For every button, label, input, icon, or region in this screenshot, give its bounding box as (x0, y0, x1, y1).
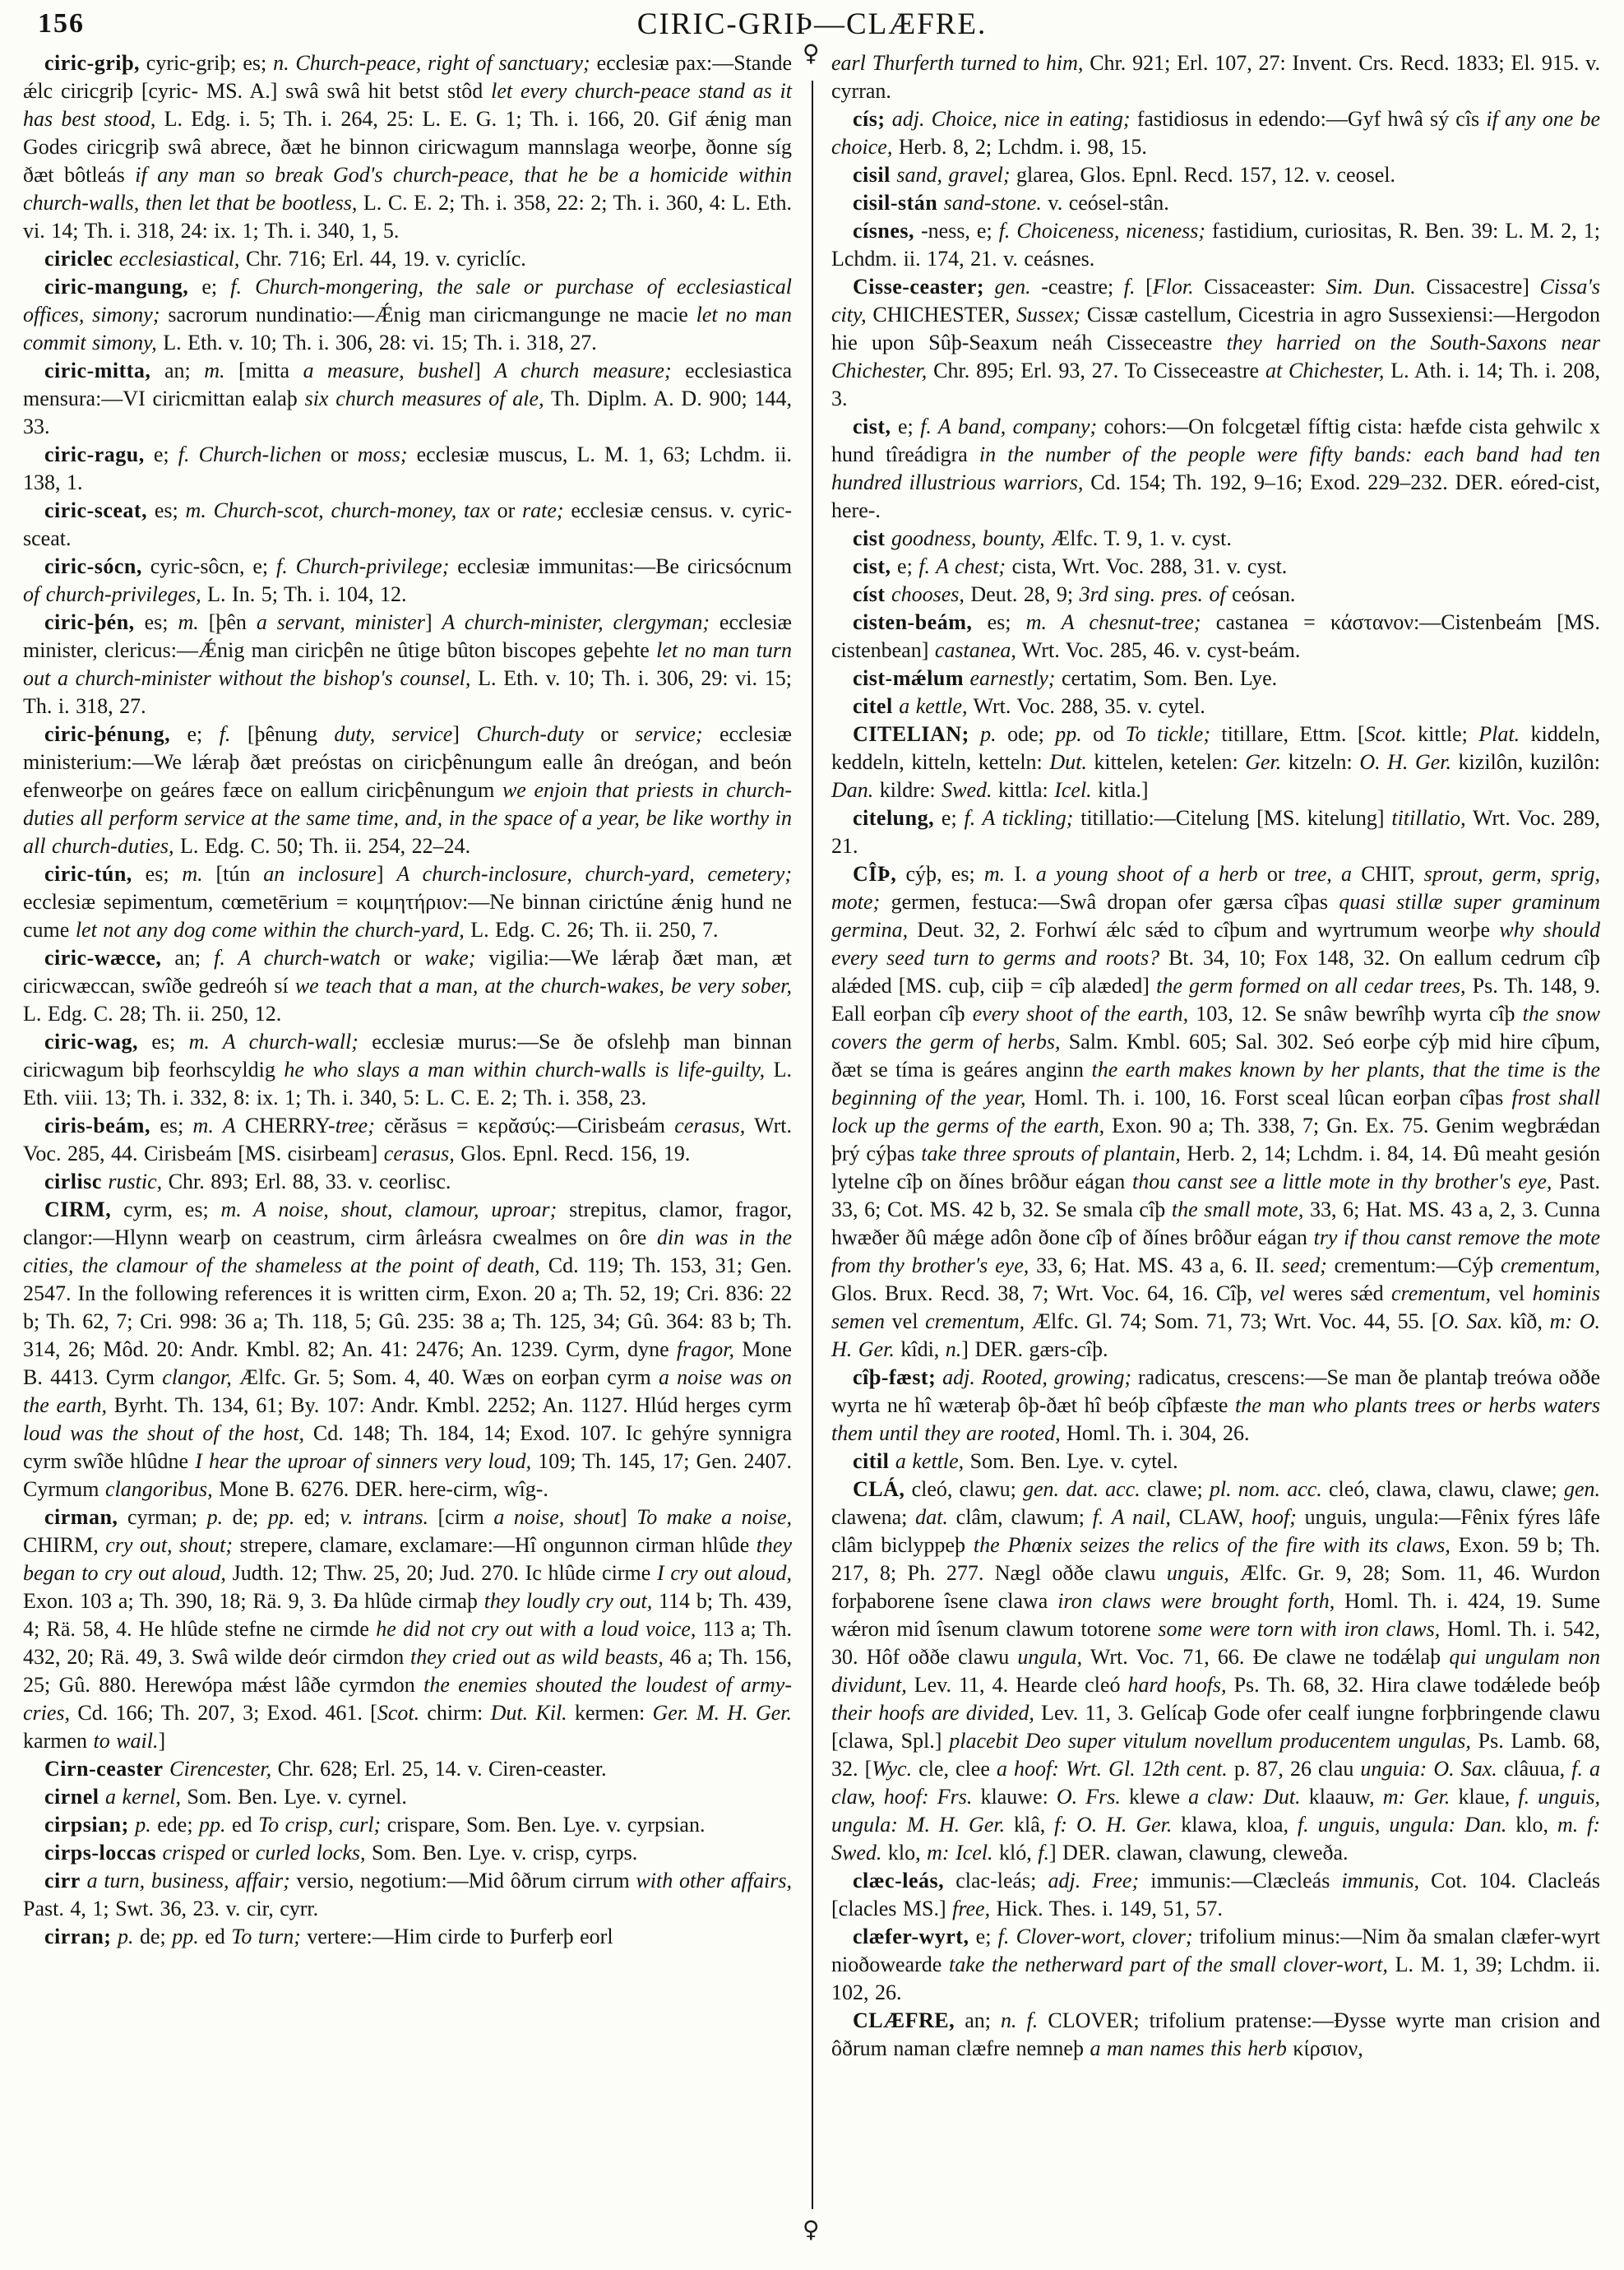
italic-gloss: v. intrans. (340, 1505, 428, 1529)
dictionary-entry: CÎÞ, cýþ, es; m. I. a young shoot of a herb or tree, a CHIT, sprout, germ, sprig, mote; germen, festuca:—Swâ dropan ofer gærsa cîþas quasi stillæ super graminum germina, Deut. 32, 2. Forhwí ǽlc sǽd to cîþum and wyrtrumum weorþe why should every seed turn to germs and roots? Bt. 34, 10; Fox 148, 32. On eallum cedrum cîþ alǽded [MS. cuþ, ciiþ = cîþ alæded] the germ formed on all cedar trees, Ps. Th. 148, 9. Eall eorþan cîþ every shoot of the earth, 103, 12. Se snâw bewrîhþ wyrta cîþ the snow covers the germ of herbs, Salm. Kmbl. 605; Sal. 302. Seó eorþe cýþ mid hire cîþum, ðæt se tíma is geáres anginn the earth makes known by her plants, that the time is the beginning of the year, Homl. Th. i. 100, 16. Forst sceal lûcan eorþan cîþas frost shall lock up the germs of the earth, Exon. 90 a; Th. 338, 7; Gn. Ex. 75. Genim wegbrǽdan þrý cýþas take three sprouts of plantain, Herb. 2, 14; Lchdm. i. 84, 14. Ðû meaht gesión lytelne cîþ on ðínes brôður eágan thou canst see a little mote in thy brother's eye, Past. 33, 6; Cot. MS. 42 b, 32. Se smala cîþ the small mote, 33, 6; Hat. MS. 43 a, 2, 3. Cunna hwæðer ðû mǽge adôn ðone cîþ of ðínes brôður eágan try if thou canst remove the mote from thy brother's eye, 33, 6; Hat. MS. 43 a, 6. II. seed; crementum:—Cýþ crementum, Glos. Brux. Recd. 38, 7; Wrt. Voc. 64, 16. Cîþ, vel weres sǽd crementum, vel hominis semen vel crementum, Ælfc. Gl. 74; Som. 71, 73; Wrt. Voc. 44, 55. [O. Sax. kîð, m: O. H. Ger. kîdi, n.] DER. gærs-cîþ. (831, 862, 1601, 1361)
italic-gloss: take three sprouts of plantain, (921, 1142, 1181, 1165)
italic-gloss: Cissa's city, (831, 275, 1600, 327)
dictionary-entry: ciric-mangung, e; f. Church-mongering, the sale or purchase of ecclesiastical offices, simony; sacrorum nundinatio:—Ǽnig man ciricmangunge ne macie let no man commit simony, L. Eth. v. 10; Th. i. 306, 28: vi. 15; Th. i. 318, 27. (23, 275, 793, 354)
italic-gloss: f. Church-mongering, the sale or purchase of ecclesiastical offices, simony; (23, 275, 793, 327)
italic-gloss: f. (1123, 275, 1136, 299)
italic-gloss: Cirencester, (169, 1757, 272, 1781)
italic-gloss: quasi stillæ super graminum germina, (831, 890, 1601, 942)
italic-gloss: fragor, (676, 1337, 734, 1361)
headword: cîþ-fæst; (853, 1365, 937, 1389)
italic-gloss: m. A church-wall; (188, 1030, 359, 1054)
italic-gloss: crementum, (1391, 1281, 1492, 1305)
italic-gloss: earnestly; (969, 666, 1056, 690)
headword: cirlisc (44, 1170, 102, 1193)
dictionary-entry: cirran; p. de; pp. ed To turn; vertere:—Him cirde to Þurferþ eorl (44, 1925, 613, 1948)
italic-gloss: cerasus, (674, 1114, 746, 1137)
dictionary-entry: cist-mǽlum earnestly; certatim, Som. Ben. Lye. (853, 666, 1278, 690)
dictionary-entry: cîþ-fæst; adj. Rooted, growing; radicatus, crescens:—Se man ðe plantaþ treówa oððe wyrta ne hî wæteraþ ôþ-ðæt hî beóþ cîþfæste the man who plants trees or herbs waters them until they are rooted, Homl. Th. i. 304, 26. (831, 1365, 1600, 1445)
italic-gloss: some were torn with iron claws, (1158, 1617, 1441, 1641)
italic-gloss: m. (178, 610, 199, 634)
italic-gloss: f. Church-privilege; (276, 554, 450, 578)
dictionary-entry: ciric-griþ, cyric-griþ; es; n. Church-peace, right of sanctuary; ecclesiæ pax:—Stande ǽlc ciricgriþ [cyric- MS. A.] swâ swâ hit betst stôd let every church-peace stand as it has best stood, L. Edg. i. 5; Th. i. 264, 25: L. E. G. 1; Th. i. 166, 20. Gif ǽnig man Godes ciricgriþ swâ abrece, ðæt he binnon ciricwagum mannslaga weorþe, ðonne síg ðæt bôtleás if any man so break God's church-peace, that he be a homicide within church-walls, then let that be bootless, L. C. E. 2; Th. i. 358, 22: 2; Th. i. 360, 4: L. Eth. vi. 14; Th. i. 318, 24: ix. 1; Th. i. 340, 1, 5. (23, 51, 793, 243)
italic-gloss: A church measure; (494, 359, 672, 382)
italic-gloss: they began to cry out aloud, (23, 1533, 792, 1585)
italic-gloss: f. A tickling; (964, 806, 1074, 830)
dictionary-entry: citelung, e; f. A tickling; titillatio:—Citelung [MS. kitelung] titillatio, Wrt. Voc. 289, 21. (831, 806, 1601, 858)
italic-gloss: their hoofs are divided, (831, 1701, 1034, 1725)
italic-gloss: a man names this herb (1090, 2036, 1287, 2060)
italic-gloss: curled locks, (255, 1841, 366, 1865)
headword: ciric-sceat, (44, 498, 148, 522)
headword: Cirn-ceaster (44, 1757, 164, 1781)
italic-gloss: I cry out aloud, (656, 1561, 792, 1585)
headword: císt (853, 582, 886, 606)
right-column (831, 49, 1600, 2063)
dictionary-entry: cirman, cyrman; p. de; pp. ed; v. intrans. [cirm a noise, shout] To make a noise, CHIRM, cry out, shout; strepere, clamare, exclamare:—Hî ongunnon cirman hlûde they began to cry out aloud, Judth. 12; Thw. 25, 20; Jud. 270. Ic hlûde cirme I cry out aloud, Exon. 103 a; Th. 390, 18; Rä. 9, 3. Ða hlûde cirmaþ they loudly cry out, 114 b; Th. 439, 4; Rä. 58, 4. He hlûde stefne ne cirmde he did not cry out with a loud voice, 113 a; Th. 432, 20; Rä. 49, 3. Swâ wilde deór cirmdon they cried out as wild beasts, 46 a; Th. 156, 25; Gû. 880. Herewópa mǽst lâðe cyrmdon the enemies shouted the loudest of army-cries, Cd. 166; Th. 207, 3; Exod. 461. [Scot. chirm: Dut. Kil. kermen: Ger. M. H. Ger. karmen to wail.] (23, 1505, 793, 1753)
italic-gloss: m: (1549, 1309, 1573, 1333)
italic-gloss: the small mote, (1171, 1198, 1304, 1221)
italic-gloss: he did not cry out with a loud voice, (376, 1617, 696, 1641)
italic-gloss: Church-duty (476, 722, 584, 746)
dictionary-entry: Cisse-ceaster; gen. -ceastre; f. [Flor. Cissaceaster: Sim. Dun. Cissacestre] Cissa's city, CHICHESTER, Sussex; Cissæ castellum, Cicestria in agro Sussexiensi:—Hergodon hie upon Sûþ-Seaxum neáh Cisseceastre they harried on the South-Saxons near Chichester, Chr. 895; Erl. 93, 27. To Cisseceastre at Chichester, L. Ath. i. 14; Th. i. 208, 3. (831, 275, 1601, 410)
headword: ciric-wag, (44, 1030, 139, 1054)
italic-gloss: pp. (172, 1925, 199, 1948)
headword: CLÆFRE, (853, 2008, 955, 2032)
italic-gloss: Ger. (1413, 1785, 1450, 1809)
dictionary-entry: ciric-þén, es; m. [þên a servant, minister] A church-minister, clergyman; ecclesiæ minister, clericus:—Ǽnig man ciricþên ne ûtige bûton biscopes geþehte let no man turn out a church-minister without the bishop's counsel, L. Eth. v. 10; Th. i. 306, 29: vi. 15; Th. i. 318, 27. (23, 610, 793, 718)
italic-gloss: O. H. Ger. (1359, 750, 1452, 774)
italic-gloss: a hoof: (996, 1757, 1059, 1781)
italic-gloss: the man who plants trees or herbs waters them until they are rooted, (831, 1393, 1600, 1445)
dictionary-entry: ciric-sócn, cyric-sôcn, e; f. Church-privilege; ecclesiæ immunitas:—Be ciricsócnum of church-privileges, L. In. 5; Th. i. 104, 12. (23, 554, 793, 606)
italic-gloss: f. (219, 722, 231, 746)
italic-gloss: gen. (1563, 1477, 1600, 1501)
dictionary-entry: Cirn-ceaster Cirencester, Chr. 628; Erl. 25, 14. v. Ciren-ceaster. (44, 1757, 607, 1781)
italic-gloss: crementum, (1500, 1253, 1600, 1277)
italic-gloss: a turn, business, affair; (86, 1869, 290, 1892)
italic-gloss: Dan. (831, 778, 874, 802)
italic-gloss: tree, a (1293, 862, 1352, 886)
italic-gloss: he who slays a man within church-walls is life-guilty, (284, 1058, 766, 1082)
italic-gloss: we teach that a man, at the church-wakes, be very sober, (294, 974, 792, 998)
dictionary-entry: cís; adj. Choice, nice in eating; fastidiosus in edendo:—Gyf hwâ sý cîs if any one be choice, Herb. 8, 2; Lchdm. i. 98, 15. (831, 107, 1600, 159)
headword: CITELIAN; (853, 722, 969, 746)
italic-gloss: why should every seed turn to germs and roots? (831, 918, 1600, 970)
italic-gloss: tree; (335, 1114, 375, 1137)
italic-gloss: to wail. (93, 1729, 159, 1753)
italic-gloss: rate; (522, 498, 564, 522)
headword: ciric-ragu, (44, 442, 145, 466)
printers-ornament-top-icon: ♀ (803, 39, 820, 67)
italic-gloss: I hear the uproar of sinners very loud, (195, 1449, 532, 1473)
headword: Cisse-ceaster; (853, 275, 985, 299)
italic-gloss: f. Clover-wort, clover; (997, 1925, 1193, 1948)
italic-gloss: of church-privileges, (23, 582, 201, 606)
italic-gloss: castanea, (934, 638, 1016, 662)
italic-gloss: vel (1260, 1281, 1285, 1305)
italic-gloss: f. A church-watch (214, 946, 381, 970)
italic-gloss: p. (206, 1505, 224, 1529)
headword: cirps-loccas (44, 1841, 156, 1865)
italic-gloss: To crisp, curl; (258, 1813, 382, 1837)
italic-gloss: crementum, (925, 1309, 1025, 1333)
italic-gloss: earl Thurferth turned to him, (831, 51, 1084, 75)
italic-gloss: n. f. (1001, 2008, 1039, 2032)
italic-gloss: adj. Free; (1048, 1869, 1140, 1892)
headword: cirnel (44, 1785, 99, 1809)
italic-gloss: O. Frs. (1056, 1785, 1121, 1809)
italic-gloss: O. H. Ger. (1076, 1813, 1173, 1837)
italic-gloss: gen. dat. acc. (1023, 1477, 1141, 1501)
dictionary-entry: cisten-beám, es; m. A chesnut-tree; castanea = κάστανον:—Cistenbeám [MS. cistenbean] castanea, Wrt. Voc. 285, 46. v. cyst-beám. (831, 610, 1600, 662)
italic-gloss: f. unguis, ungula: (831, 1785, 1601, 1837)
italic-gloss: Swed. (942, 778, 992, 802)
headword: clæfer-wyrt, (853, 1925, 969, 1948)
italic-gloss: every shoot of the earth, (972, 1002, 1189, 1026)
italic-gloss: f. A chest; (918, 554, 1006, 578)
printers-ornament-bottom-icon: ♀ (803, 2216, 820, 2243)
headword: ciris-beám, (44, 1114, 150, 1137)
italic-gloss: f. unguis, ungula: (1297, 1813, 1456, 1837)
italic-gloss: m. A noise, shout, clamour, uproar; (220, 1198, 558, 1221)
italic-gloss: a kernel, (105, 1785, 181, 1809)
italic-gloss: goodness, bounty, (891, 526, 1045, 550)
italic-gloss: the earth makes known by her plants, that the time is the beginning of the year, (831, 1058, 1600, 1110)
italic-gloss: p. (980, 722, 997, 746)
italic-gloss: a kettle, (895, 1449, 965, 1473)
italic-gloss: p. (135, 1813, 151, 1837)
italic-gloss: the snow covers the germ of herbs, (831, 1002, 1600, 1054)
headword: citel (853, 694, 893, 718)
headword: cirpsian; (44, 1813, 129, 1837)
dictionary-entry: CIRM, cyrm, es; m. A noise, shout, clamour, uproar; strepitus, clamor, fragor, clangor:—Hlynn wearþ on ceastrum, cirm ârleásra cwealmes on ôre din was in the cities, the clamour of the shameless at the point of death, Cd. 119; Th. 153, 31; Gen. 2547. In the following references it is written cirm, Exon. 20 a; Th. 52, 19; Cri. 836: 22 b; Th. 62, 7; Cri. 998: 36 a; Th. 118, 5; Gû. 235: 38 a; Th. 125, 34; Gû. 364: 83 b; Th. 314, 26; Môd. 20: Andr. Kmbl. 82; An. 41: 2476; An. 1239. Cyrm, dyne fragor, Mone B. 4413. Cyrm clangor, Ælfc. Gr. 5; Som. 4, 40. Wæs on eorþan cyrm a noise was on the earth, Byrht. Th. 134, 61; By. 107: Andr. Kmbl. 2252; An. 1127. Hlúd herges cyrm loud was the shout of the host, Cd. 148; Th. 184, 14; Exod. 107. Ic gehýre synnigra cyrm swîðe hlûdne I hear the uproar of sinners very loud, 109; Th. 145, 17; Gen. 2407. Cyrmum clangoribus, Mone B. 6276. DER. here-cirm, wîg-. (23, 1198, 793, 1501)
dictionary-entry: ciric-wag, es; m. A church-wall; ecclesiæ murus:—Se ðe ofslehþ man binnan ciricwagum biþ feorhscyldig he who slays a man within church-walls is life-guilty, L. Eth. viii. 13; Th. i. 332, 8: ix. 1; Th. i. 340, 5: L. C. E. 2; Th. i. 358, 23. (23, 1030, 793, 1110)
italic-gloss: titillatio, (1391, 806, 1466, 830)
italic-gloss: they cried out as wild beasts, (409, 1645, 664, 1669)
italic-gloss: chooses, (891, 582, 965, 606)
italic-gloss: A church-inclosure, church-yard, cemetery; (396, 862, 792, 886)
entry-continuation: earl Thurferth turned to him, Chr. 921; Erl. 107, 27: Invent. Crs. Recd. 1833; El. 915. v. cyrran. (831, 51, 1600, 103)
headword: ciric-wæcce, (44, 946, 162, 970)
dictionary-entry: cirr a turn, business, affair; versio, negotium:—Mid ôðrum cirrum with other affairs, Past. 4, 1; Swt. 36, 23. v. cir, cyrr. (23, 1869, 792, 1920)
text-columns (23, 49, 1601, 2063)
italic-gloss: f. a claw, hoof: (831, 1757, 1601, 1809)
italic-gloss: seed; (1281, 1253, 1327, 1277)
dictionary-entry: ciris-beám, es; m. A CHERRY-tree; cĕrăsus = κερᾰσύς:—Cirisbeám cerasus, Wrt. Voc. 285, 44. Cirisbeám [MS. cisirbeam] cerasus, Glos. Epnl. Recd. 156, 19. (23, 1114, 792, 1165)
italic-gloss: moss; (357, 442, 408, 466)
italic-gloss: Wrt. Gl. 12th cent. (1065, 1757, 1228, 1781)
italic-gloss: Dut. Kil. (490, 1701, 567, 1725)
headword: ciric-griþ, (44, 51, 140, 75)
italic-gloss: a young shoot of a herb (1035, 862, 1258, 886)
italic-gloss: let every church-peace stand as it has best stood, (23, 79, 792, 131)
italic-gloss: loud was the shout of the host, (23, 1421, 304, 1445)
italic-gloss: Icel. (1054, 778, 1092, 802)
italic-gloss: Sussex; (1016, 303, 1081, 327)
dictionary-entry: ciric-þénung, e; f. [þênung duty, service] Church-duty or service; ecclesiæ ministerium:—We lǽraþ ðæt preóstas on ciricþênungum ealle ân dreógan, and beón efenweorþe on geáres fæce on eallum ciricþênungum we enjoin that priests in church-duties all perform service at the same time, and, in the space of a year, be like worthy in all church-duties, L. Edg. C. 50; Th. ii. 254, 22–24. (23, 722, 793, 858)
left-column (23, 49, 792, 2063)
italic-gloss: Ger. M. H. Ger. (652, 1701, 792, 1725)
italic-gloss: hoof; (1252, 1505, 1297, 1529)
dictionary-entry: císt chooses, Deut. 28, 9; 3rd sing. pres. of ceósan. (853, 582, 1296, 606)
dictionary-entry: ciric-wæcce, an; f. A church-watch or wake; vigilia:—We lǽraþ ðæt man, æt ciricwæccan, swîðe gedreóh sí we teach that a man, at the church-wakes, be very sober, L. Edg. C. 28; Th. ii. 250, 12. (23, 946, 793, 1026)
headword: cirran; (44, 1925, 112, 1948)
italic-gloss: if any man so break God's church-peace, that he be a homicide within church-walls, then let that be bootless, (23, 163, 792, 215)
dictionary-entry: cirpsian; p. ede; pp. ed To crisp, curl; crispare, Som. Ben. Lye. v. cyrpsian. (44, 1813, 706, 1837)
headword: cirr (44, 1869, 81, 1892)
italic-gloss: ecclesiastical, (118, 247, 240, 271)
italic-gloss: hard hoofs, (1127, 1673, 1227, 1697)
italic-gloss: at Chichester, (1265, 359, 1385, 382)
italic-gloss: Scot. (377, 1701, 420, 1725)
italic-gloss: Sim. Dun. (1326, 275, 1416, 299)
italic-gloss: an inclosure (263, 862, 377, 886)
italic-gloss: sand-stone. (943, 191, 1042, 215)
dictionary-entry: ciric-sceat, es; m. Church-scot, church-money, tax or rate; ecclesiæ census. v. cyric-sceat. (23, 498, 792, 550)
italic-gloss: Plat. (1478, 722, 1520, 746)
italic-gloss: clangoribus, (104, 1477, 213, 1501)
italic-gloss: the enemies shouted the loudest of army-cries, (23, 1673, 792, 1725)
italic-gloss: free, (952, 1897, 991, 1920)
italic-gloss: let no man commit simony, (23, 303, 793, 354)
dictionary-entry: clæc-leás, clac-leás; adj. Free; immunis:—Clæcleás immunis, Cot. 104. Clacleás [clacles MS.] free, Hick. Thes. i. 149, 51, 57. (831, 1869, 1601, 1920)
italic-gloss: m. (182, 862, 203, 886)
italic-gloss: sprout, germ, sprig, mote; (831, 862, 1600, 914)
headword: citelung, (853, 806, 935, 830)
italic-gloss: m: (927, 1841, 950, 1865)
italic-gloss: m: (1382, 1785, 1406, 1809)
italic-gloss: m. A (192, 1114, 236, 1137)
italic-gloss: they loudly cry out, (483, 1589, 653, 1613)
dictionary-entry: cist goodness, bounty, Ælfc. T. 9, 1. v. cyst. (853, 526, 1232, 550)
italic-gloss: hominis semen (831, 1281, 1600, 1333)
italic-gloss: A church-minister, clergyman; (442, 610, 710, 634)
italic-gloss: O. Sax. (1433, 1757, 1497, 1781)
italic-gloss: pp. (199, 1813, 226, 1837)
dictionary-entry: cirlisc rustic, Chr. 893; Erl. 88, 33. v. ceorlisc. (44, 1170, 451, 1193)
italic-gloss: To make a noise, (636, 1505, 793, 1529)
dictionary-entry: ciric-tún, es; m. [tún an inclosure] A church-inclosure, church-yard, cemetery; ecclesiæ sepimentum, cœmetērium = κοιμητήριον:—Ne binnan cirictúne ǽnig hund ne cume let not any dog come within the church-yard, L. Edg. C. 26; Th. ii. 250, 7. (23, 862, 792, 942)
italic-gloss: a claw: (1188, 1785, 1256, 1809)
italic-gloss: a noise, shout (493, 1505, 621, 1529)
italic-gloss: wake; (424, 946, 476, 970)
dictionary-entry: cirnel a kernel, Som. Ben. Lye. v. cyrnel. (44, 1785, 407, 1809)
italic-gloss: f. (1038, 1841, 1049, 1865)
italic-gloss: din was in the cities, the clamour of the shameless at the point of death, (23, 1225, 792, 1277)
italic-gloss: m. Church-scot, church-money, tax (185, 498, 490, 522)
dictionary-entry: CITELIAN; p. ode; pp. od To tickle; titillare, Ettm. [Scot. kittle; Plat. kiddeln, keddeln, kitteln, ketteln: Dut. kittelen, ketelen: Ger. kitzeln: O. H. Ger. kizilôn, kuzilôn: Dan. kildre: Swed. kittla: Icel. kitla.] (831, 722, 1601, 802)
dictionary-entry: cirps-loccas crisped or curled locks, Som. Ben. Lye. v. crisp, cyrps. (44, 1841, 638, 1865)
italic-gloss: duty, service (334, 722, 453, 746)
italic-gloss: a servant, minister (256, 610, 425, 634)
italic-gloss: To tickle; (1125, 722, 1210, 746)
headword: ciric-tún, (44, 862, 132, 886)
headword: cisil-stán (853, 191, 938, 215)
italic-gloss: m. (204, 359, 225, 382)
headword: ciriclec (44, 247, 113, 271)
italic-gloss: f. Church-lichen (178, 442, 322, 466)
headword: ciric-mitta, (44, 359, 151, 382)
italic-gloss: n. (945, 1337, 962, 1361)
italic-gloss: a kettle, (899, 694, 968, 718)
italic-gloss: we enjoin that priests in church-duties all perform service at the same time, and, in the space of a year, be like worthy in all church-duties, (23, 778, 792, 858)
headword: cisten-beám, (853, 610, 973, 634)
dictionary-entry: clæfer-wyrt, e; f. Clover-wort, clover; trifolium minus:—Nim ða smalan clæfer-wyrt nioðowearde take the netherward part of the small clover-wort, L. M. 1, 39; Lchdm. ii. 102, 26. (831, 1925, 1601, 2004)
italic-gloss: qui ungulam non dividunt, (831, 1645, 1600, 1697)
italic-gloss: Dut. (1049, 750, 1087, 774)
headword: CIRM, (44, 1198, 112, 1221)
italic-gloss: adj. Rooted, growing; (942, 1365, 1132, 1389)
headword: cís; (853, 107, 886, 131)
headword: ciric-sócn, (44, 554, 142, 578)
italic-gloss: frost shall lock up the germs of the earth, (831, 1086, 1600, 1137)
italic-gloss: f. A band, company; (920, 415, 1098, 438)
italic-gloss: O. Sax. (1438, 1309, 1503, 1333)
headword: ciric-þénung, (44, 722, 171, 746)
italic-gloss: Ger. (1245, 750, 1282, 774)
italic-gloss: a noise was on the earth, (23, 1365, 792, 1417)
dictionary-entry: cisil sand, gravel; glarea, Glos. Epnl. Recd. 157, 12. v. ceosel. (853, 163, 1395, 187)
headword: ciric-mangung, (44, 275, 189, 299)
italic-gloss: crisped (162, 1841, 226, 1865)
italic-gloss: take the netherward part of the small clover-wort, (949, 1953, 1388, 1976)
italic-gloss: p. (117, 1925, 134, 1948)
dictionary-entry: CLÆFRE, an; n. f. CLOVER; trifolium pratense:—Ðysse wyrte man crision and ôðrum naman clæfre nemneþ a man names this herb κίρσιον, (831, 2008, 1600, 2060)
dictionary-entry: citil a kettle, Som. Ben. Lye. v. cytel. (853, 1449, 1178, 1473)
italic-gloss: sand, gravel; (896, 163, 1011, 187)
italic-gloss: pp. (1055, 722, 1082, 746)
headword: cist-mǽlum (853, 666, 964, 690)
italic-gloss: with other affairs, (636, 1869, 792, 1892)
italic-gloss: m. A chesnut-tree; (1025, 610, 1201, 634)
italic-gloss: clangor, (162, 1365, 232, 1389)
italic-gloss: try if thou canst remove the mote from thy brother's eye, (831, 1225, 1600, 1277)
italic-gloss: placebit Deo super vitulum novellum producentem ungulas, (949, 1729, 1471, 1753)
italic-gloss: Frs. (937, 1785, 973, 1809)
dictionary-entry: císnes, -ness, e; f. Choiceness, niceness; fastidium, curiositas, R. Ben. 39: L. M. 2, 1; Lchdm. ii. 174, 21. v. ceásnes. (831, 219, 1601, 271)
headword: cirman, (44, 1505, 118, 1529)
headword: cist, (853, 415, 891, 438)
dictionary-entry: citel a kettle, Wrt. Voc. 288, 35. v. cytel. (853, 694, 1205, 718)
italic-gloss: they harried on the South-Saxons near Chichester, (831, 331, 1600, 382)
italic-gloss: let no man turn out a church-minister without the bishop's counsel, (23, 638, 792, 690)
italic-gloss: immunis, (1341, 1869, 1420, 1892)
italic-gloss: Scot. (1364, 722, 1407, 746)
italic-gloss: To turn; (231, 1925, 301, 1948)
italic-gloss: unguis, (1166, 1561, 1229, 1585)
headword: císnes, (853, 219, 914, 243)
dictionary-entry: cist, e; f. A band, company; cohors:—On folcgetæl fíftig cista: hæfde cista gehwilc x hund tîreádigra in the number of the people were fifty bands: each band had ten hundred illustrious warriors, Cd. 154; Th. 192, 9–16; Exod. 229–232. DER. eóred-cist, here-. (831, 415, 1601, 522)
italic-gloss: m. f: (1557, 1813, 1600, 1837)
italic-gloss: f. A nail, (1092, 1505, 1171, 1529)
italic-gloss: 3rd sing. pres. of (1079, 582, 1226, 606)
italic-gloss: a measure, bushel (303, 359, 474, 382)
dictionary-entry: cisil-stán sand-stone. v. ceósel-stân. (853, 191, 1169, 215)
italic-gloss: ungula, (1017, 1645, 1083, 1669)
dictionary-entry: ciric-mitta, an; m. [mitta a measure, bushel] A church measure; ecclesiastica mensura:—VI ciricmittan ealaþ six church measures of ale, Th. Diplm. A. D. 900; 144, 33. (23, 359, 793, 438)
italic-gloss: f. Choiceness, niceness; (998, 219, 1206, 243)
italic-gloss: gen. (994, 275, 1031, 299)
dictionary-entry: ciric-ragu, e; f. Church-lichen or moss; ecclesiæ muscus, L. M. 1, 63; Lchdm. ii. 138, 1. (23, 442, 792, 494)
italic-gloss: cerasus, (383, 1142, 455, 1165)
italic-gloss: pl. nom. acc. (1209, 1477, 1322, 1501)
headword: ciric-þén, (44, 610, 135, 634)
headword: citil (853, 1449, 890, 1473)
headword: CLÁ, (853, 1477, 905, 1501)
italic-gloss: iron claws were brought forth, (1057, 1589, 1335, 1613)
italic-gloss: Icel. (955, 1841, 993, 1865)
dictionary-entry: ciriclec ecclesiastical, Chr. 716; Erl. 44, 19. v. cyriclíc. (44, 247, 526, 271)
italic-gloss: f: (1054, 1813, 1068, 1837)
italic-gloss: n. Church-peace, right of sanctuary; (273, 51, 590, 75)
italic-gloss: rustic, (108, 1170, 163, 1193)
italic-gloss: if any one be choice, (831, 107, 1600, 159)
italic-gloss: pp. (267, 1505, 295, 1529)
italic-gloss: Swed. (831, 1841, 882, 1865)
italic-gloss: Dut. (1263, 1785, 1301, 1809)
italic-gloss: service; (635, 722, 703, 746)
italic-gloss: cry out, shout; (105, 1533, 234, 1557)
italic-gloss: unguia: (1360, 1757, 1427, 1781)
italic-gloss: Flor. (1152, 275, 1194, 299)
page-number: 156 (38, 8, 85, 39)
italic-gloss: Dan. (1464, 1813, 1507, 1837)
italic-gloss: dat. (915, 1505, 948, 1529)
headword: cist (853, 526, 886, 550)
headword: cist, (853, 554, 891, 578)
italic-gloss: the Phœnix seizes the relics of the fire with its claws, (973, 1533, 1450, 1557)
dictionary-entry: CLÁ, cleó, clawu; gen. dat. acc. clawe; pl. nom. acc. cleó, clawa, clawu, clawe; gen. clawena; dat. clâm, clawum; f. A nail, CLAW, hoof; unguis, ungula:—Fênix fýres lâfe clâm biclyppeþ the Phœnix seizes the relics of the fire with its claws, Exon. 59 b; Th. 217, 8; Ph. 277. Nægl oððe clawu unguis, Ælfc. Gr. 9, 28; Som. 11, 46. Wurdon forþaborene îsene clawa iron claws were brought forth, Homl. Th. i. 424, 19. Sume wǽron mid îsenum clawum totorene some were torn with iron claws, Homl. Th. i. 542, 30. Hôf oððe clawu ungula, Wrt. Voc. 71, 66. Ðe clawe ne todǽlaþ qui ungulam non dividunt, Lev. 11, 4. Hearde cleó hard hoofs, Ps. Th. 68, 32. Hira clawe todǽlede beóþ their hoofs are divided, Lev. 11, 3. Gelícaþ Gode ofer cealf iungne forþbringende clawu [clawa, Spl.] placebit Deo super vitulum novellum producentem ungulas, Ps. Lamb. 68, 32. [Wyc. cle, clee a hoof: Wrt. Gl. 12th cent. p. 87, 26 clau unguia: O. Sax. clâuua, f. a claw, hoof: Frs. klauwe: O. Frs. klewe a claw: Dut. klaauw, m: Ger. klaue, f. unguis, ungula: M. H. Ger. klâ, f: O. H. Ger. klawa, kloa, f. unguis, ungula: Dan. klo, m. f: Swed. klo, m: Icel. kló, f.] DER. clawan, clawung, cleweða. (831, 1477, 1601, 1865)
italic-gloss: in the number of the people were fifty bands: each band had ten hundred illustrious warriors, (831, 442, 1601, 494)
headword: cisil (853, 163, 891, 187)
running-title: CIRIC-GRIÞ—CLÆFRE. (636, 7, 988, 41)
italic-gloss: M. H. Ger. (906, 1813, 1006, 1837)
dictionary-entry: cist, e; f. A chest; cista, Wrt. Voc. 288, 31. v. cyst. (853, 554, 1288, 578)
italic-gloss: adj. Choice, nice in eating; (891, 107, 1131, 131)
headword: CÎÞ, (853, 862, 897, 886)
italic-gloss: let not any dog come within the church-yard, (75, 918, 465, 942)
headword: clæc-leás, (853, 1869, 945, 1892)
italic-gloss: thou canst see a little mote in thy brother's eye, (1132, 1170, 1552, 1193)
italic-gloss: Wyc. (872, 1757, 913, 1781)
italic-gloss: six church measures of ale, (304, 387, 544, 410)
italic-gloss: m. (983, 862, 1006, 886)
italic-gloss: the germ formed on all cedar trees, (1156, 974, 1466, 998)
italic-gloss: O. H. Ger. (831, 1309, 1600, 1361)
